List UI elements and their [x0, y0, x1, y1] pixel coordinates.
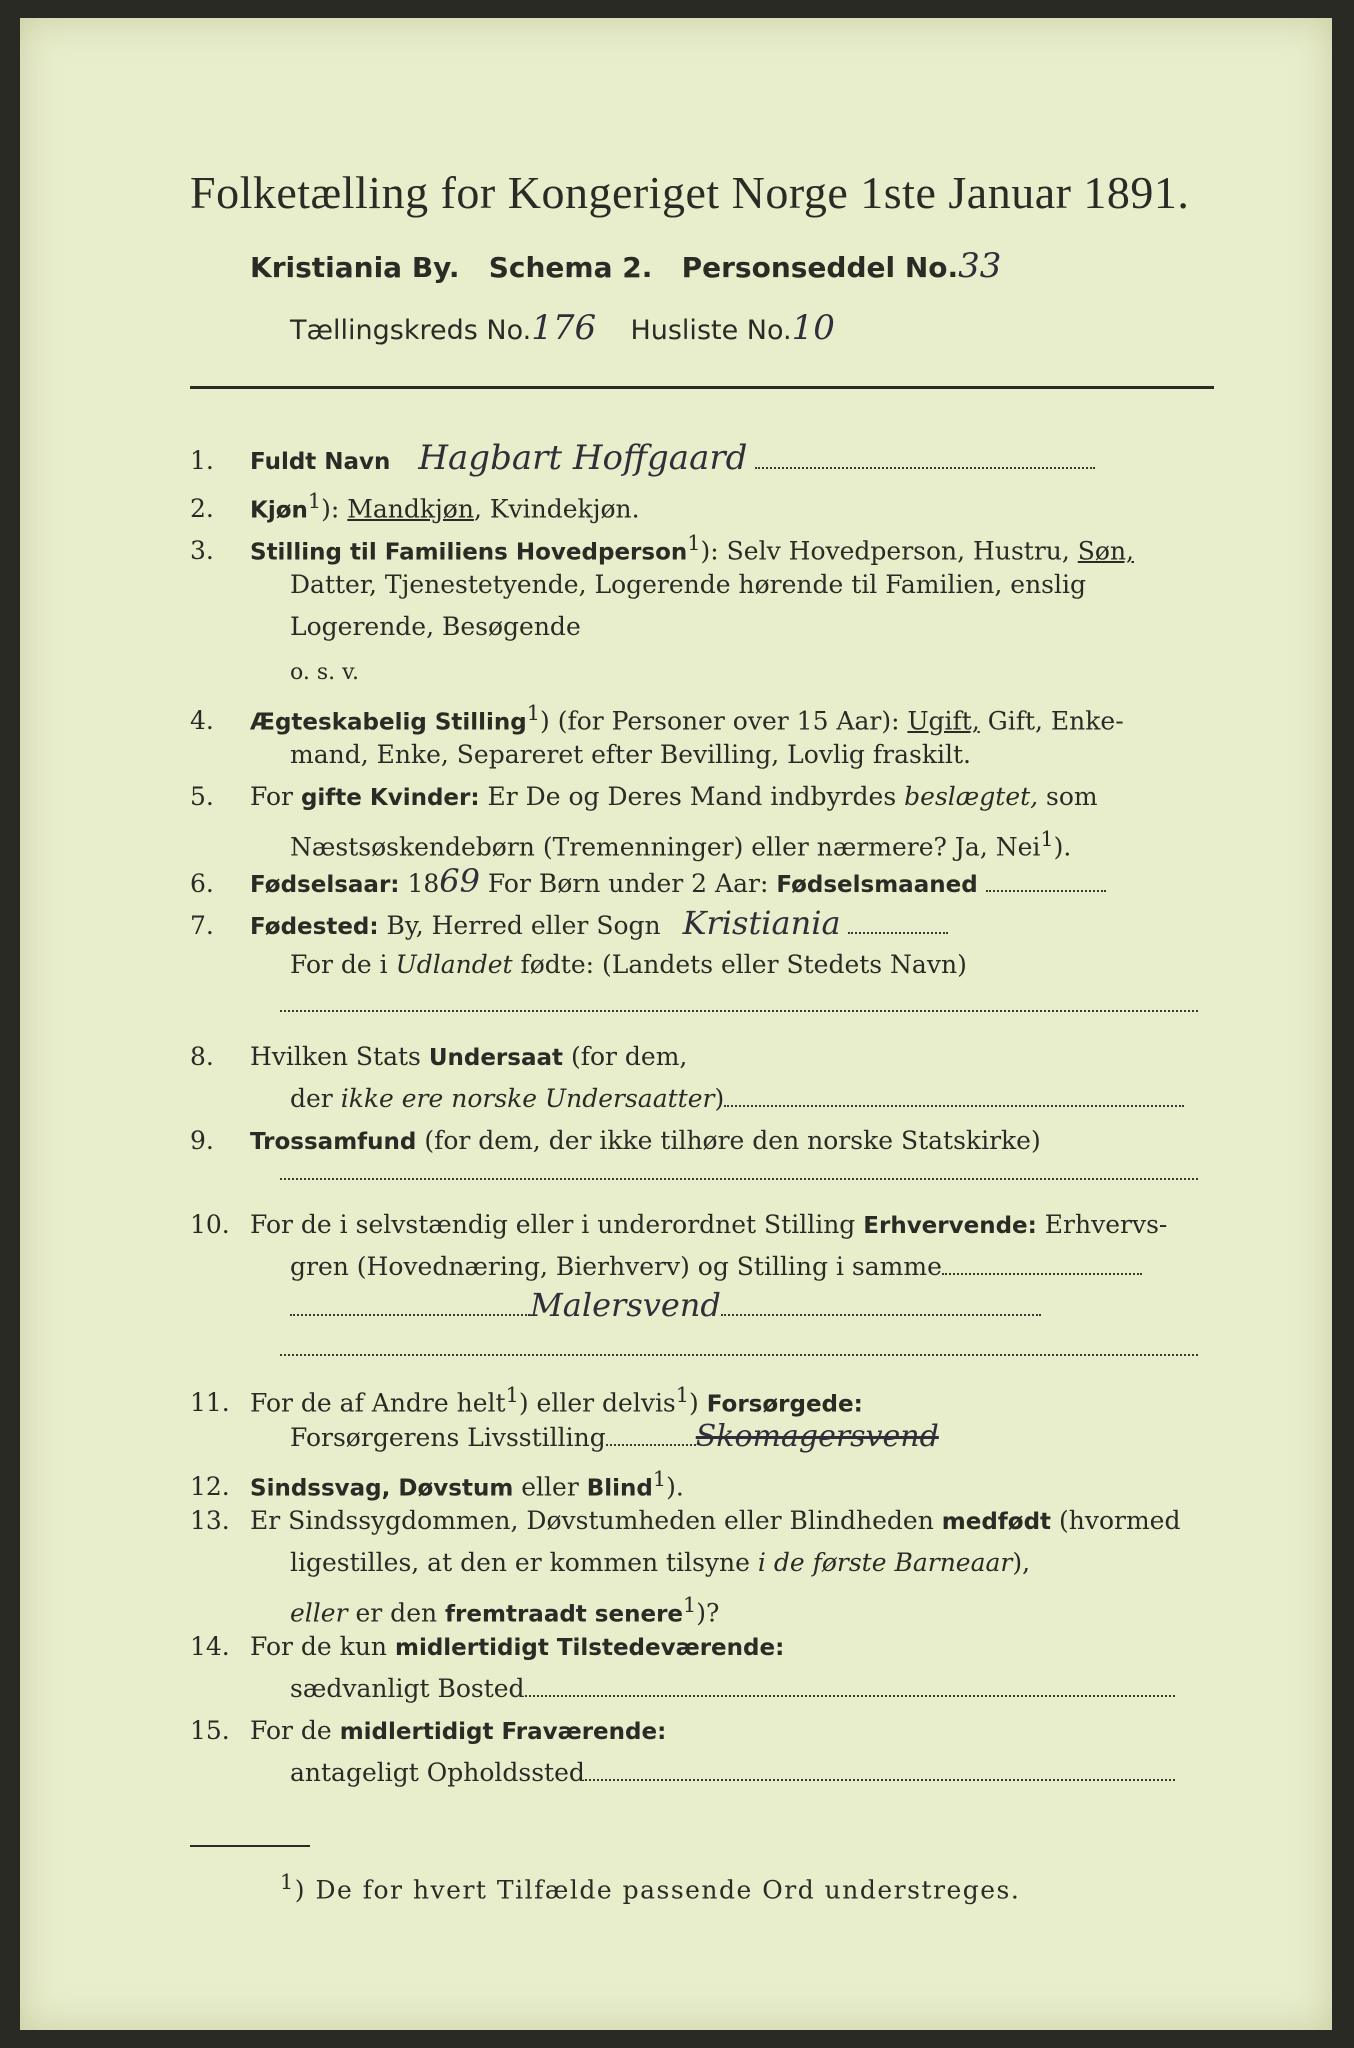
husliste-label: Husliste No.: [630, 315, 792, 346]
question-11: 11. For de af Andre helt$^1$) eller delvis$^1$) Forsørgede:: [190, 1383, 863, 1418]
q8-label: Undersaat: [428, 1045, 563, 1071]
q2-label: Kjøn: [250, 497, 308, 524]
q14-label: midlertidigt Tilstedeværende:: [394, 1635, 785, 1661]
personseddel-number: 33: [958, 246, 1002, 286]
q4-label: Ægteskabelig Stilling: [250, 709, 527, 736]
form-title: Folketælling for Kongeriget Norge 1ste Januar 1891.: [190, 167, 1190, 218]
footnote: $^1$) De for hvert Tilfælde passende Ord understreges.: [280, 1870, 1021, 1905]
q10-answer-line: [190, 1286, 1320, 1324]
q10-label: Erhvervende:: [863, 1213, 1037, 1239]
q12-label: Sindssvag, Døvstum: [250, 1475, 514, 1502]
question-14: 14. For de kun midlertidigt Tilstedeværende:: [190, 1632, 785, 1661]
question-10: 10. For de i selvstændig eller i underordnet Stilling Erhvervende: Erhvervs-: [190, 1210, 1168, 1239]
q13-label: medfødt: [941, 1509, 1052, 1535]
personseddel-label: Personseddel No.: [681, 251, 959, 284]
q13-line3: eller er den fremtraadt senere$^1$)?: [290, 1593, 720, 1628]
husliste-number: 10: [791, 308, 835, 348]
form-subheading: [250, 246, 1001, 286]
dotted-line: [986, 872, 1106, 892]
q3-line4: o. s. v.: [290, 660, 359, 685]
q5-line2: Næstsøskendebørn (Tremenninger) eller nærmere? Ja, Nei$^1$).: [290, 827, 1072, 862]
dotted-line: [280, 1354, 1198, 1356]
question-5: 5. For gifte Kvinder: Er De og Deres Mand indbyrdes beslægtet, som: [190, 782, 1098, 811]
birthplace-value: Kristiania: [682, 904, 841, 942]
footnote-divider: [190, 1845, 310, 1847]
q9-label: Trossamfund: [250, 1129, 417, 1155]
q3-line3: Logerende, Besøgende: [290, 612, 581, 641]
kreds-number: 176: [531, 308, 597, 348]
schema-label: Schema 2.: [488, 251, 653, 284]
q6-label: Fødselsaar:: [250, 872, 400, 898]
dotted-line: [280, 1178, 1198, 1180]
birth-year-value: 69: [439, 862, 480, 900]
dotted-line: [525, 1677, 1175, 1697]
q11-label: Forsørgede:: [706, 1391, 863, 1418]
q3-line2: Datter, Tjenestetyende, Logerende hørende til Familien, enslig: [290, 570, 1087, 599]
q1-label: Fuldt Navn: [250, 449, 391, 475]
dotted-line: [755, 449, 1095, 469]
q3-label: Stilling til Familiens Hovedperson: [250, 539, 688, 566]
q8-line2: der ikke ere norske Undersaatter): [190, 1084, 1320, 1114]
position-selected: Søn,: [1077, 536, 1134, 566]
provider-value-struck: Skomagersvend: [695, 1419, 939, 1454]
city-label: Kristiania By.: [250, 251, 460, 284]
q15-label: midlertidigt Fraværende:: [339, 1719, 667, 1745]
dotted-line: [721, 1296, 1041, 1316]
dotted-line: [848, 914, 948, 934]
question-12: 12. Sindssvag, Døvstum eller Blind$^1$).: [190, 1467, 684, 1502]
dotted-line: [724, 1087, 1184, 1107]
question-3: 3. Stilling til Familiens Hovedperson$^1$): Selv Hovedperson, Hustru, Søn,: [190, 531, 1134, 566]
question-8: 8. Hvilken Stats Undersaat (for dem,: [190, 1042, 688, 1071]
question-1: 1. Fuldt Navn Hagbart Hoffgaard: [190, 443, 1220, 477]
dotted-line: [290, 1296, 530, 1316]
question-4: 4. Ægteskabelig Stilling$^1$) (for Personer over 15 Aar): Ugift, Gift, Enke-: [190, 701, 1124, 736]
form-counting-line: [290, 308, 835, 348]
q7-line2: For de i Udlandet fødte: (Landets eller Stedets Navn): [290, 950, 967, 979]
occupation-value: Malersvend: [530, 1286, 721, 1324]
q15-line2: antageligt Opholdssted: [190, 1758, 1320, 1788]
question-13: 13. Er Sindssygdommen, Døvstumheden eller Blindheden medfødt (hvormed: [190, 1506, 1181, 1535]
question-6: 6. Fødselsaar: 1869 For Børn under 2 Aar: Fødselsmaaned: [190, 866, 1220, 900]
question-15: 15. For de midlertidigt Fraværende:: [190, 1716, 667, 1745]
q13-line2: ligestilles, at den er kommen tilsyne i de første Barneaar),: [290, 1548, 1031, 1577]
question-2: 2. Kjøn$^1$): Mandkjøn, Kvindekjøn.: [190, 489, 640, 524]
q5-label: gifte Kvinder:: [300, 785, 480, 811]
dotted-line: [280, 1010, 1198, 1012]
q10-line2: gren (Hovednæring, Bierhverv) og Stilling i samme: [190, 1252, 1320, 1282]
dotted-line: [942, 1255, 1142, 1275]
header-divider: [190, 386, 1214, 389]
q14-line2: sædvanligt Bosted: [190, 1674, 1320, 1704]
marital-selected: Ugift,: [907, 706, 980, 736]
question-7: 7. Fødested: By, Herred eller Sogn Kristiania: [190, 908, 1220, 942]
form-content: [170, 18, 1220, 2030]
question-9: 9. Trossamfund (for dem, der ikke tilhøre den norske Statskirke): [190, 1126, 1041, 1155]
q11-line2: Forsørgerens Livsstilling Skomagersvend: [290, 1419, 939, 1454]
q4-line2: mand, Enke, Separeret efter Bevilling, Lovlig fraskilt.: [290, 740, 971, 769]
dotted-line: [606, 1426, 696, 1446]
q7-label: Fødested:: [250, 914, 379, 940]
full-name-value: Hagbart Hoffgaard: [418, 438, 748, 478]
sex-selected: Mandkjøn: [347, 494, 474, 524]
census-form-sheet: [20, 18, 1332, 2030]
dotted-line: [585, 1761, 1175, 1781]
kreds-label: Tællingskreds No.: [290, 315, 532, 346]
